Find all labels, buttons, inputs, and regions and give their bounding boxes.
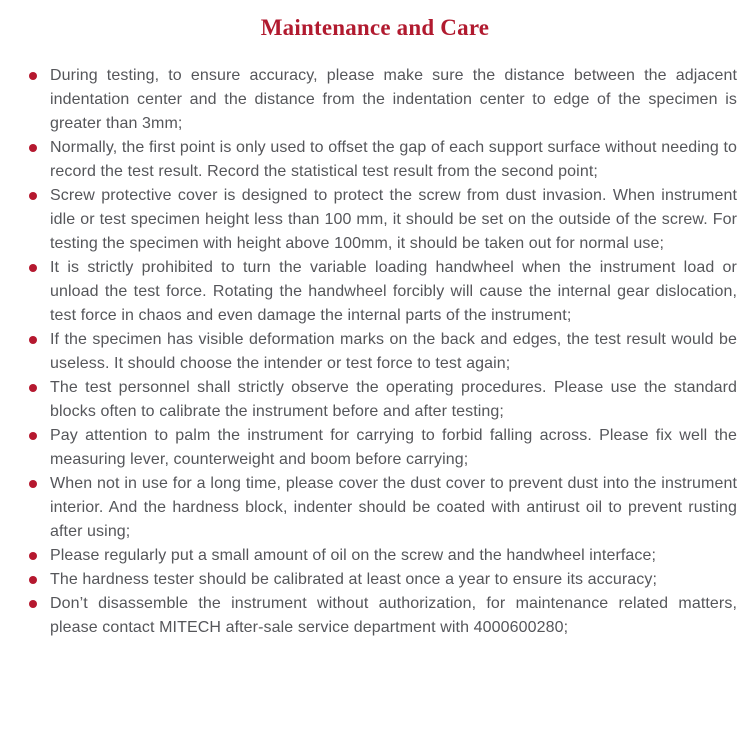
bullet-icon bbox=[29, 264, 37, 272]
list-item-text: The test personnel shall strictly observe the operating procedures. Please use the standard blocks often to calibrate the instrument before and after testing; bbox=[50, 379, 737, 420]
list-item bbox=[50, 64, 737, 136]
list-item-text: When not in use for a long time, please cover the dust cover to prevent dust into the instrument interior. And the hardness block, indenter should be coated with antirust oil to prevent rusting after using; bbox=[50, 475, 737, 540]
manual-page bbox=[0, 14, 750, 733]
list-item-text: Screw protective cover is designed to protect the screw from dust invasion. When instrument idle or test specimen height less than 100 mm, it should be set on the outside of the screw. For testing the specimen with height above 100mm, it should be taken out for normal use; bbox=[50, 187, 737, 252]
list-item-text: The hardness tester should be calibrated at least once a year to ensure its accuracy; bbox=[50, 571, 658, 588]
list-item-text: If the specimen has visible deformation marks on the back and edges, the test result would be useless. It should choose the intender or test force to test again; bbox=[50, 331, 737, 372]
list-item-text: It is strictly prohibited to turn the variable loading handwheel when the instrument load or unload the test force. Rotating the handwheel forcibly will cause the internal gear dislocation, test force in chaos and even damage the internal parts of the instrument; bbox=[50, 259, 737, 324]
list-item bbox=[50, 328, 737, 376]
bullet-icon bbox=[29, 600, 37, 608]
bullet-icon bbox=[29, 384, 37, 392]
bullet-icon bbox=[29, 72, 37, 80]
bullet-icon bbox=[29, 552, 37, 560]
list-item bbox=[50, 472, 737, 544]
list-item bbox=[50, 256, 737, 328]
list-item bbox=[50, 592, 737, 640]
bullet-icon bbox=[29, 144, 37, 152]
bullet-icon bbox=[29, 432, 37, 440]
bullet-icon bbox=[29, 480, 37, 488]
list-item-text: Normally, the first point is only used to offset the gap of each support surface without needing to record the test result. Record the statistical test result from the second point; bbox=[50, 139, 737, 180]
list-item-text: During testing, to ensure accuracy, please make sure the distance between the adjacent indentation center and the distance from the indentation center to edge of the specimen is greater than 3mm; bbox=[50, 67, 737, 132]
list-item-text: Pay attention to palm the instrument for carrying to forbid falling across. Please fix well the measuring lever, counterweight and boom before carrying; bbox=[50, 427, 737, 468]
bullet-icon bbox=[29, 336, 37, 344]
list-item bbox=[50, 544, 737, 568]
list-item-text: Don’t disassemble the instrument without authorization, for maintenance related matters, please contact MITECH after-sale service department with 4000600280; bbox=[50, 595, 737, 636]
list-item bbox=[50, 424, 737, 472]
page-title: Maintenance and Care bbox=[260, 15, 490, 40]
list-item bbox=[50, 376, 737, 424]
list-item bbox=[50, 568, 737, 592]
list-item bbox=[50, 184, 737, 256]
bullet-icon bbox=[29, 576, 37, 584]
list-item bbox=[50, 136, 737, 184]
maintenance-list bbox=[50, 64, 737, 640]
bullet-icon bbox=[29, 192, 37, 200]
list-item-text: Please regularly put a small amount of oil on the screw and the handwheel interface; bbox=[50, 547, 657, 564]
